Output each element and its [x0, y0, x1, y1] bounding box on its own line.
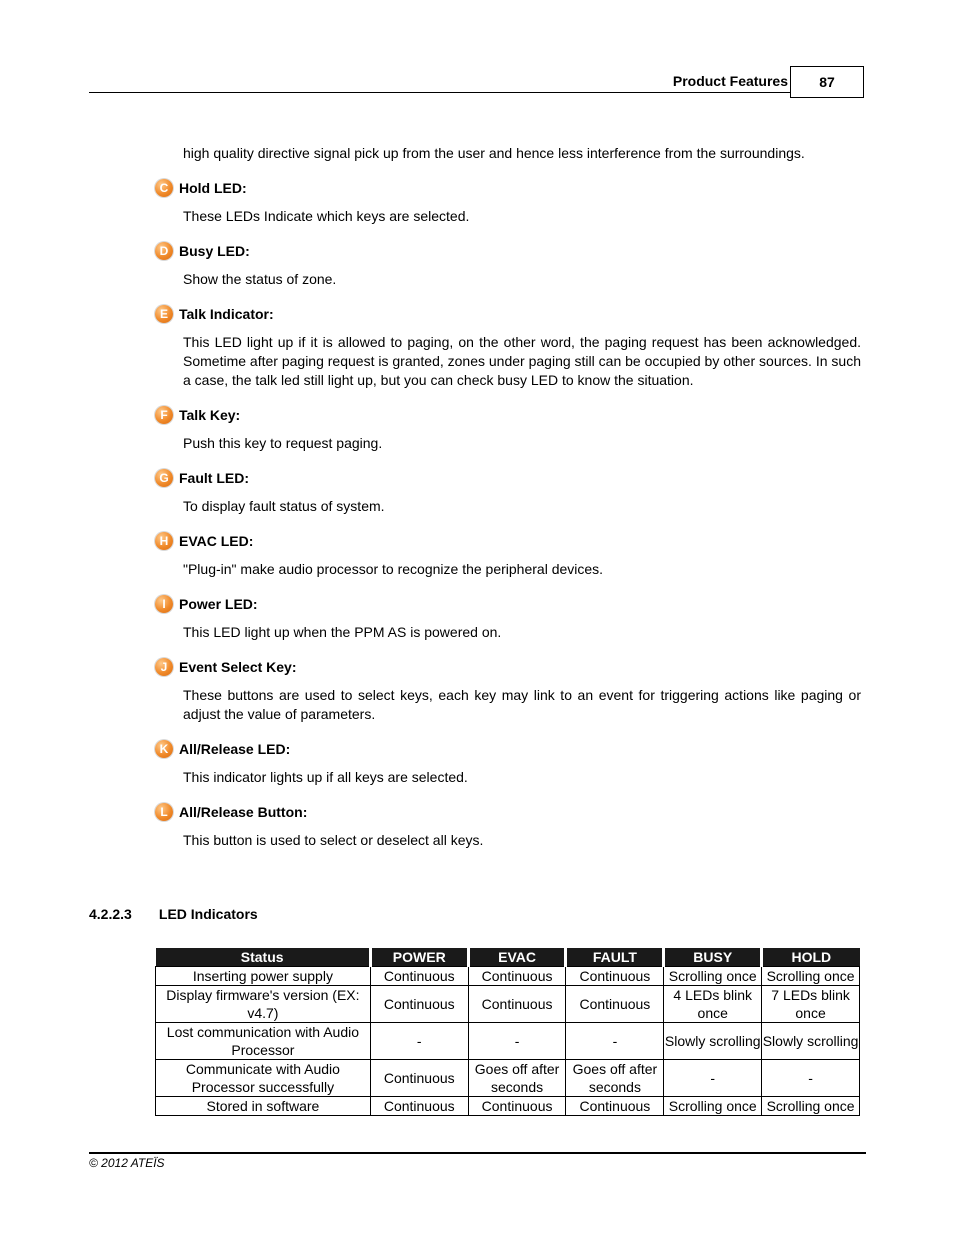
column-header: EVAC: [468, 948, 566, 967]
letter-badge-icon: H: [155, 532, 173, 550]
table-cell: Slowly scrolling: [762, 1023, 860, 1060]
feature-list: [155, 177, 861, 850]
letter-badge-icon: G: [155, 469, 173, 487]
table-cell: Scrolling once: [664, 1097, 762, 1116]
subsection-heading: [89, 906, 258, 922]
column-header: POWER: [370, 948, 468, 967]
table-cell: Continuous: [566, 967, 664, 986]
feature-title: All/Release Button:: [179, 804, 308, 820]
letter-badge-icon: C: [155, 179, 173, 197]
table-cell: Scrolling once: [762, 1097, 860, 1116]
feature-title: Power LED:: [179, 596, 258, 612]
table-cell: Slowly scrolling: [664, 1023, 762, 1060]
header-divider: [89, 92, 791, 93]
table-cell: Scrolling once: [762, 967, 860, 986]
feature-title: EVAC LED:: [179, 533, 254, 549]
table-cell: Continuous: [370, 986, 468, 1023]
letter-badge-icon: I: [155, 595, 173, 613]
subsection-number: 4.2.2.3: [89, 906, 132, 922]
letter-badge-icon: K: [155, 740, 173, 758]
led-indicators-table: [155, 948, 860, 1116]
feature-heading: [155, 467, 861, 489]
feature-item: [155, 467, 861, 516]
feature-item: [155, 530, 861, 579]
feature-title: Talk Indicator:: [179, 306, 274, 322]
feature-heading: [155, 303, 861, 325]
feature-title: All/Release LED:: [179, 741, 291, 757]
table-cell: -: [762, 1060, 860, 1097]
table-cell: Display firmware's version (EX: v4.7): [156, 986, 371, 1023]
feature-heading: [155, 801, 861, 823]
feature-item: [155, 177, 861, 226]
letter-badge-icon: J: [155, 658, 173, 676]
table-cell: Continuous: [370, 1060, 468, 1097]
table-row: [156, 1023, 860, 1060]
table-cell: Inserting power supply: [156, 967, 371, 986]
footer-divider: [89, 1152, 866, 1154]
feature-description: These buttons are used to select keys, each key may link to an event for triggering actions like paging or adjust the value of parameters.: [183, 687, 861, 722]
feature-item: [155, 656, 861, 724]
feature-heading: [155, 177, 861, 199]
table-cell: Continuous: [468, 967, 566, 986]
column-header: Status: [156, 948, 371, 967]
feature-description: This LED light up if it is allowed to paging, on the other word, the paging request has been acknowledged. Sometime after paging request is granted, zones under paging still can be occupied by other sources. In such a case, the talk led still light up, but you can check busy LED to know the situation.: [183, 334, 861, 388]
table-cell: Continuous: [468, 986, 566, 1023]
feature-description: Push this key to request paging.: [183, 435, 383, 451]
letter-badge-icon: D: [155, 242, 173, 260]
feature-heading: [155, 404, 861, 426]
table-row: [156, 1060, 860, 1097]
feature-description: This indicator lights up if all keys are selected.: [183, 769, 468, 785]
letter-badge-icon: F: [155, 406, 173, 424]
header-title: Product Features: [672, 73, 788, 89]
intro-paragraph: high quality directive signal pick up from the user and hence less interference from the surroundings.: [183, 145, 805, 161]
table-cell: 7 LEDs blink once: [762, 986, 860, 1023]
table-cell: 4 LEDs blink once: [664, 986, 762, 1023]
table-cell: Goes off after seconds: [468, 1060, 566, 1097]
table-cell: -: [370, 1023, 468, 1060]
table-row: [156, 967, 860, 986]
feature-title: Fault LED:: [179, 470, 249, 486]
feature-description: These LEDs Indicate which keys are selected.: [183, 208, 470, 224]
table-cell: -: [468, 1023, 566, 1060]
table-cell: Continuous: [566, 986, 664, 1023]
table-row: [156, 1097, 860, 1116]
table-cell: Continuous: [566, 1097, 664, 1116]
table-cell: -: [566, 1023, 664, 1060]
feature-title: Hold LED:: [179, 180, 247, 196]
feature-item: [155, 738, 861, 787]
letter-badge-icon: L: [155, 803, 173, 821]
feature-item: [155, 404, 861, 453]
feature-heading: [155, 656, 861, 678]
main-content: [155, 144, 861, 850]
feature-description: To display fault status of system.: [183, 498, 385, 514]
table-cell: Stored in software: [156, 1097, 371, 1116]
table-header-row: [156, 948, 860, 967]
table-cell: Scrolling once: [664, 967, 762, 986]
table-cell: Continuous: [370, 967, 468, 986]
feature-title: Busy LED:: [179, 243, 250, 259]
feature-description: Show the status of zone.: [183, 271, 337, 287]
table-cell: Continuous: [370, 1097, 468, 1116]
feature-heading: [155, 593, 861, 615]
table-cell: Goes off after seconds: [566, 1060, 664, 1097]
subsection-title: LED Indicators: [158, 906, 258, 922]
feature-heading: [155, 240, 861, 262]
feature-heading: [155, 530, 861, 552]
page-number: 87: [790, 66, 864, 98]
table-cell: Lost communication with Audio Processor: [156, 1023, 371, 1060]
feature-description: This LED light up when the PPM AS is powered on.: [183, 624, 502, 640]
feature-item: [155, 801, 861, 850]
table-cell: Communicate with Audio Processor successfully: [156, 1060, 371, 1097]
column-header: HOLD: [762, 948, 860, 967]
feature-description: "Plug-in" make audio processor to recognize the peripheral devices.: [183, 561, 604, 577]
feature-item: [155, 593, 861, 642]
copyright-text: © 2012 ATEÏS: [89, 1156, 165, 1170]
feature-item: [155, 303, 861, 390]
table-cell: -: [664, 1060, 762, 1097]
letter-badge-icon: E: [155, 305, 173, 323]
table-cell: Continuous: [468, 1097, 566, 1116]
feature-description: This button is used to select or deselect all keys.: [183, 832, 484, 848]
feature-title: Event Select Key:: [179, 659, 297, 675]
feature-heading: [155, 738, 861, 760]
column-header: BUSY: [664, 948, 762, 967]
feature-title: Talk Key:: [179, 407, 241, 423]
feature-item: [155, 240, 861, 289]
column-header: FAULT: [566, 948, 664, 967]
table-row: [156, 986, 860, 1023]
